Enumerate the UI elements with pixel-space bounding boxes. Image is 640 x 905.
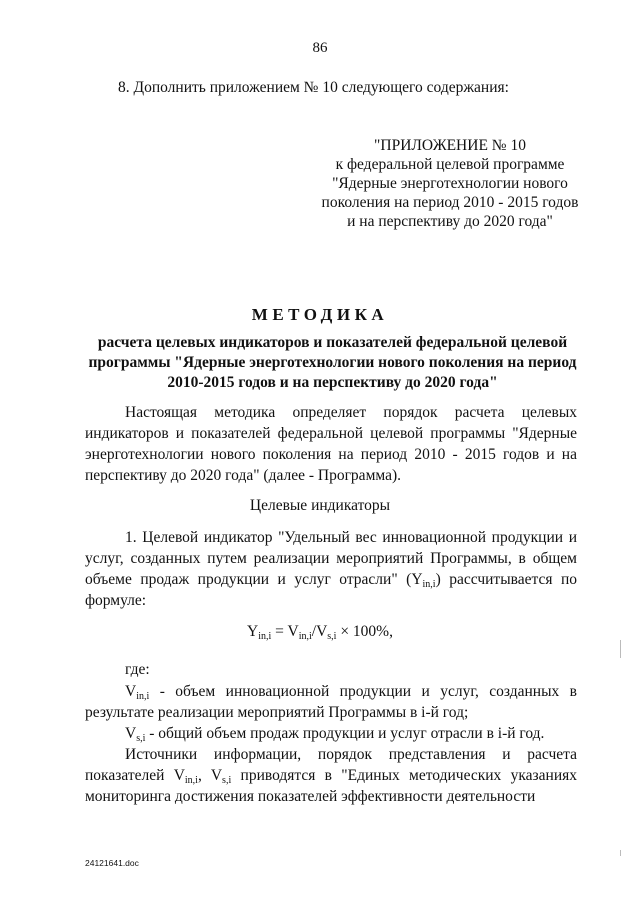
- intro-paragraph: Настоящая методика определяет порядок расчета целевых индикаторов и показателей федеральной целевой программы "Ядерные энерготехнологии нового поколения на период 2010 - 2015 годов и на перспективу до 2020 года" (далее - Программа).: [85, 404, 577, 484]
- definition-vs: [85, 723, 577, 744]
- footer-file-code: 24121641.doc: [85, 858, 139, 868]
- formula-tail: × 100%,: [336, 623, 393, 640]
- appendix-line-5: и на перспективу до 2020 года": [347, 213, 553, 230]
- formula-eq: = V: [271, 623, 299, 640]
- indicator-1-text: 1. Целевой индикатор "Удельный вес инновационной продукции и услуг, созданных путем реализации мероприятий Программы, в общем объеме продаж продукции и услуг отрасли" (Y: [85, 529, 577, 588]
- scan-margin-mark: [620, 640, 621, 658]
- sources-text-1: Источники информации, порядок представления и расчета показателей V: [85, 746, 577, 784]
- where-label: где:: [125, 661, 150, 678]
- appendix-line-4: поколения на период 2010 - 2015 годов: [321, 194, 579, 211]
- def-vs-sub: s,i: [136, 733, 146, 744]
- page-number: 86: [312, 40, 328, 56]
- appendix-line-3: "Ядерные энерготехнологии нового: [332, 175, 568, 192]
- indicator-1-text-end: ) рассчитывается по формуле:: [85, 571, 577, 609]
- scan-margin-mark: [620, 850, 621, 856]
- sources-text-2: , V: [197, 767, 223, 784]
- section-heading: Целевые индикаторы: [249, 497, 391, 514]
- appendix-line-1: "ПРИЛОЖЕНИЕ № 10: [374, 137, 526, 154]
- amendment-line: 8. Дополнить приложением № 10 следующего содержания:: [118, 79, 509, 96]
- method-title: МЕТОДИКА: [251, 305, 389, 324]
- def-vs-symbol: V: [125, 725, 137, 742]
- formula-div: /V: [311, 623, 328, 640]
- def-vin-symbol: V: [125, 683, 137, 700]
- indicator-1-paragraph: [85, 527, 577, 611]
- formula: [0, 623, 640, 641]
- sources-sub-1: in,i: [184, 775, 198, 786]
- formula-y-sub: in,i: [258, 631, 272, 642]
- definition-vin: [85, 681, 577, 723]
- def-vs-text: - общий объем продаж продукции и услуг отрасли в i-й год.: [145, 725, 545, 742]
- indicator-1-subscript: in,i: [422, 579, 436, 590]
- appendix-line-2: к федеральной целевой программе: [335, 156, 565, 173]
- method-subtitle: расчета целевых индикаторов и показателей федеральной целевой программы "Ядерные энерготехнологии нового поколения на период 2010-2015 годов и на перспективу до 2020 года": [88, 334, 577, 391]
- def-vin-text: - объем инновационной продукции и услуг, созданных в результате реализации мероприятий Программы в i-й год;: [85, 683, 577, 721]
- sources-sub-2: s,i: [222, 775, 232, 786]
- appendix-block: [300, 136, 600, 231]
- formula-v2-sub: s,i: [327, 631, 337, 642]
- def-vin-sub: in,i: [136, 691, 150, 702]
- sources-paragraph: [85, 744, 577, 807]
- sources-text-3: приводятся в "Единых методических указаниях мониторинга достижения показателей эффективности деятельности: [85, 767, 577, 805]
- formula-v1-sub: in,i: [298, 631, 312, 642]
- formula-y: Y: [247, 623, 259, 640]
